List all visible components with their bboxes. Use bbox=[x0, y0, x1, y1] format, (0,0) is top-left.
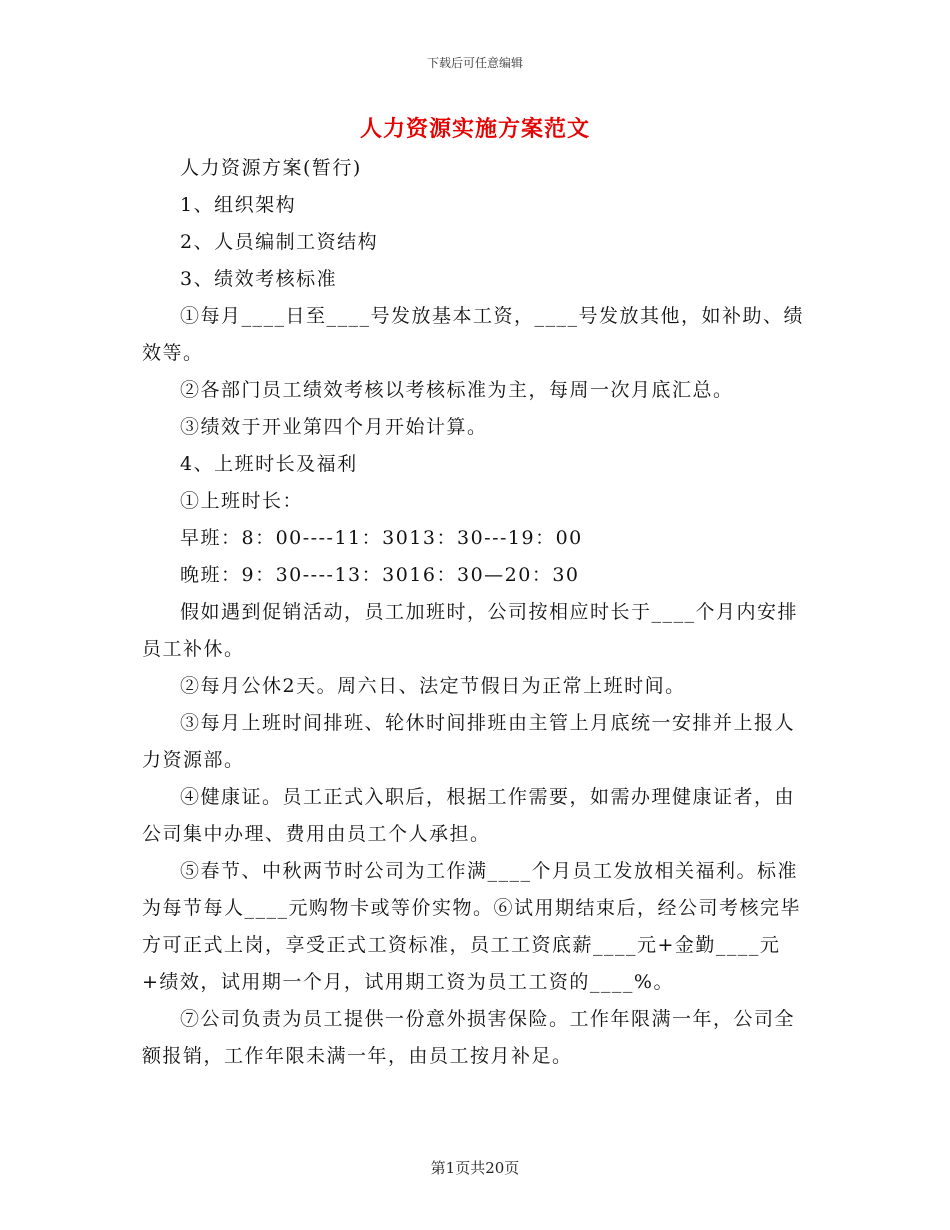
paragraph-section-1: 1、组织架构 bbox=[180, 194, 297, 216]
paragraph-holiday-benefits: ⑤春节、中秋两节时公司为工作满____个月员工发放相关福利。标准为每节每人____元购物卡或等价实物。⑥试用期结束后，经公司考核完毕方可正式上岗，享受正式工资标准，员工工资底薪____元+金勤____元+绩效，试用期一个月，试用期工资为员工工资的____%。 bbox=[142, 860, 802, 993]
paragraph-morning-shift: 早班：8：00----11：3013：30---19：00 bbox=[180, 527, 583, 549]
paragraph-insurance: ⑦公司负责为员工提供一份意外损害保险。工作年限满一年，公司全额报销，工作年限未满一年，由员工按月补足。 bbox=[142, 1008, 796, 1067]
paragraph-section-3: 3、绩效考核标准 bbox=[180, 268, 338, 290]
paragraph-days-off: ②每月公休2天。周六日、法定节假日为正常上班时间。 bbox=[180, 675, 686, 697]
paragraph-overtime: 假如遇到促销活动，员工加班时，公司按相应时长于____个月内安排员工补休。 bbox=[142, 601, 799, 660]
page-number: 第1页共20页 bbox=[430, 1159, 520, 1177]
document-body bbox=[142, 150, 812, 1075]
paragraph-work-hours: ①上班时长： bbox=[180, 490, 304, 512]
paragraph-section-2: 2、人员编制工资结构 bbox=[180, 231, 379, 253]
document-title: 人力资源实施方案范文 bbox=[359, 116, 590, 142]
paragraph-scheduling: ③每月上班时间排班、轮休时间排班由主管上月底统一安排并上报人力资源部。 bbox=[142, 712, 796, 771]
paragraph-section-4: 4、上班时长及福利 bbox=[180, 453, 358, 475]
paragraph-performance-review: ②各部门员工绩效考核以考核标准为主，每周一次月底汇总。 bbox=[180, 379, 734, 401]
paragraph-plan-heading: 人力资源方案(暂行) bbox=[180, 157, 362, 179]
paragraph-performance-start: ③绩效于开业第四个月开始计算。 bbox=[180, 416, 488, 438]
paragraph-salary-dates: ①每月____日至____号发放基本工资，____号发放其他，如补助、绩效等。 bbox=[142, 305, 805, 364]
paragraph-health-certificate: ④健康证。员工正式入职后，根据工作需要，如需办理健康证者，由公司集中办理、费用由员工个人承担。 bbox=[142, 786, 796, 845]
header-note: 下载后可任意编辑 bbox=[426, 56, 523, 70]
paragraph-evening-shift: 晚班：9：30----13：3016：30—20：30 bbox=[180, 564, 580, 586]
